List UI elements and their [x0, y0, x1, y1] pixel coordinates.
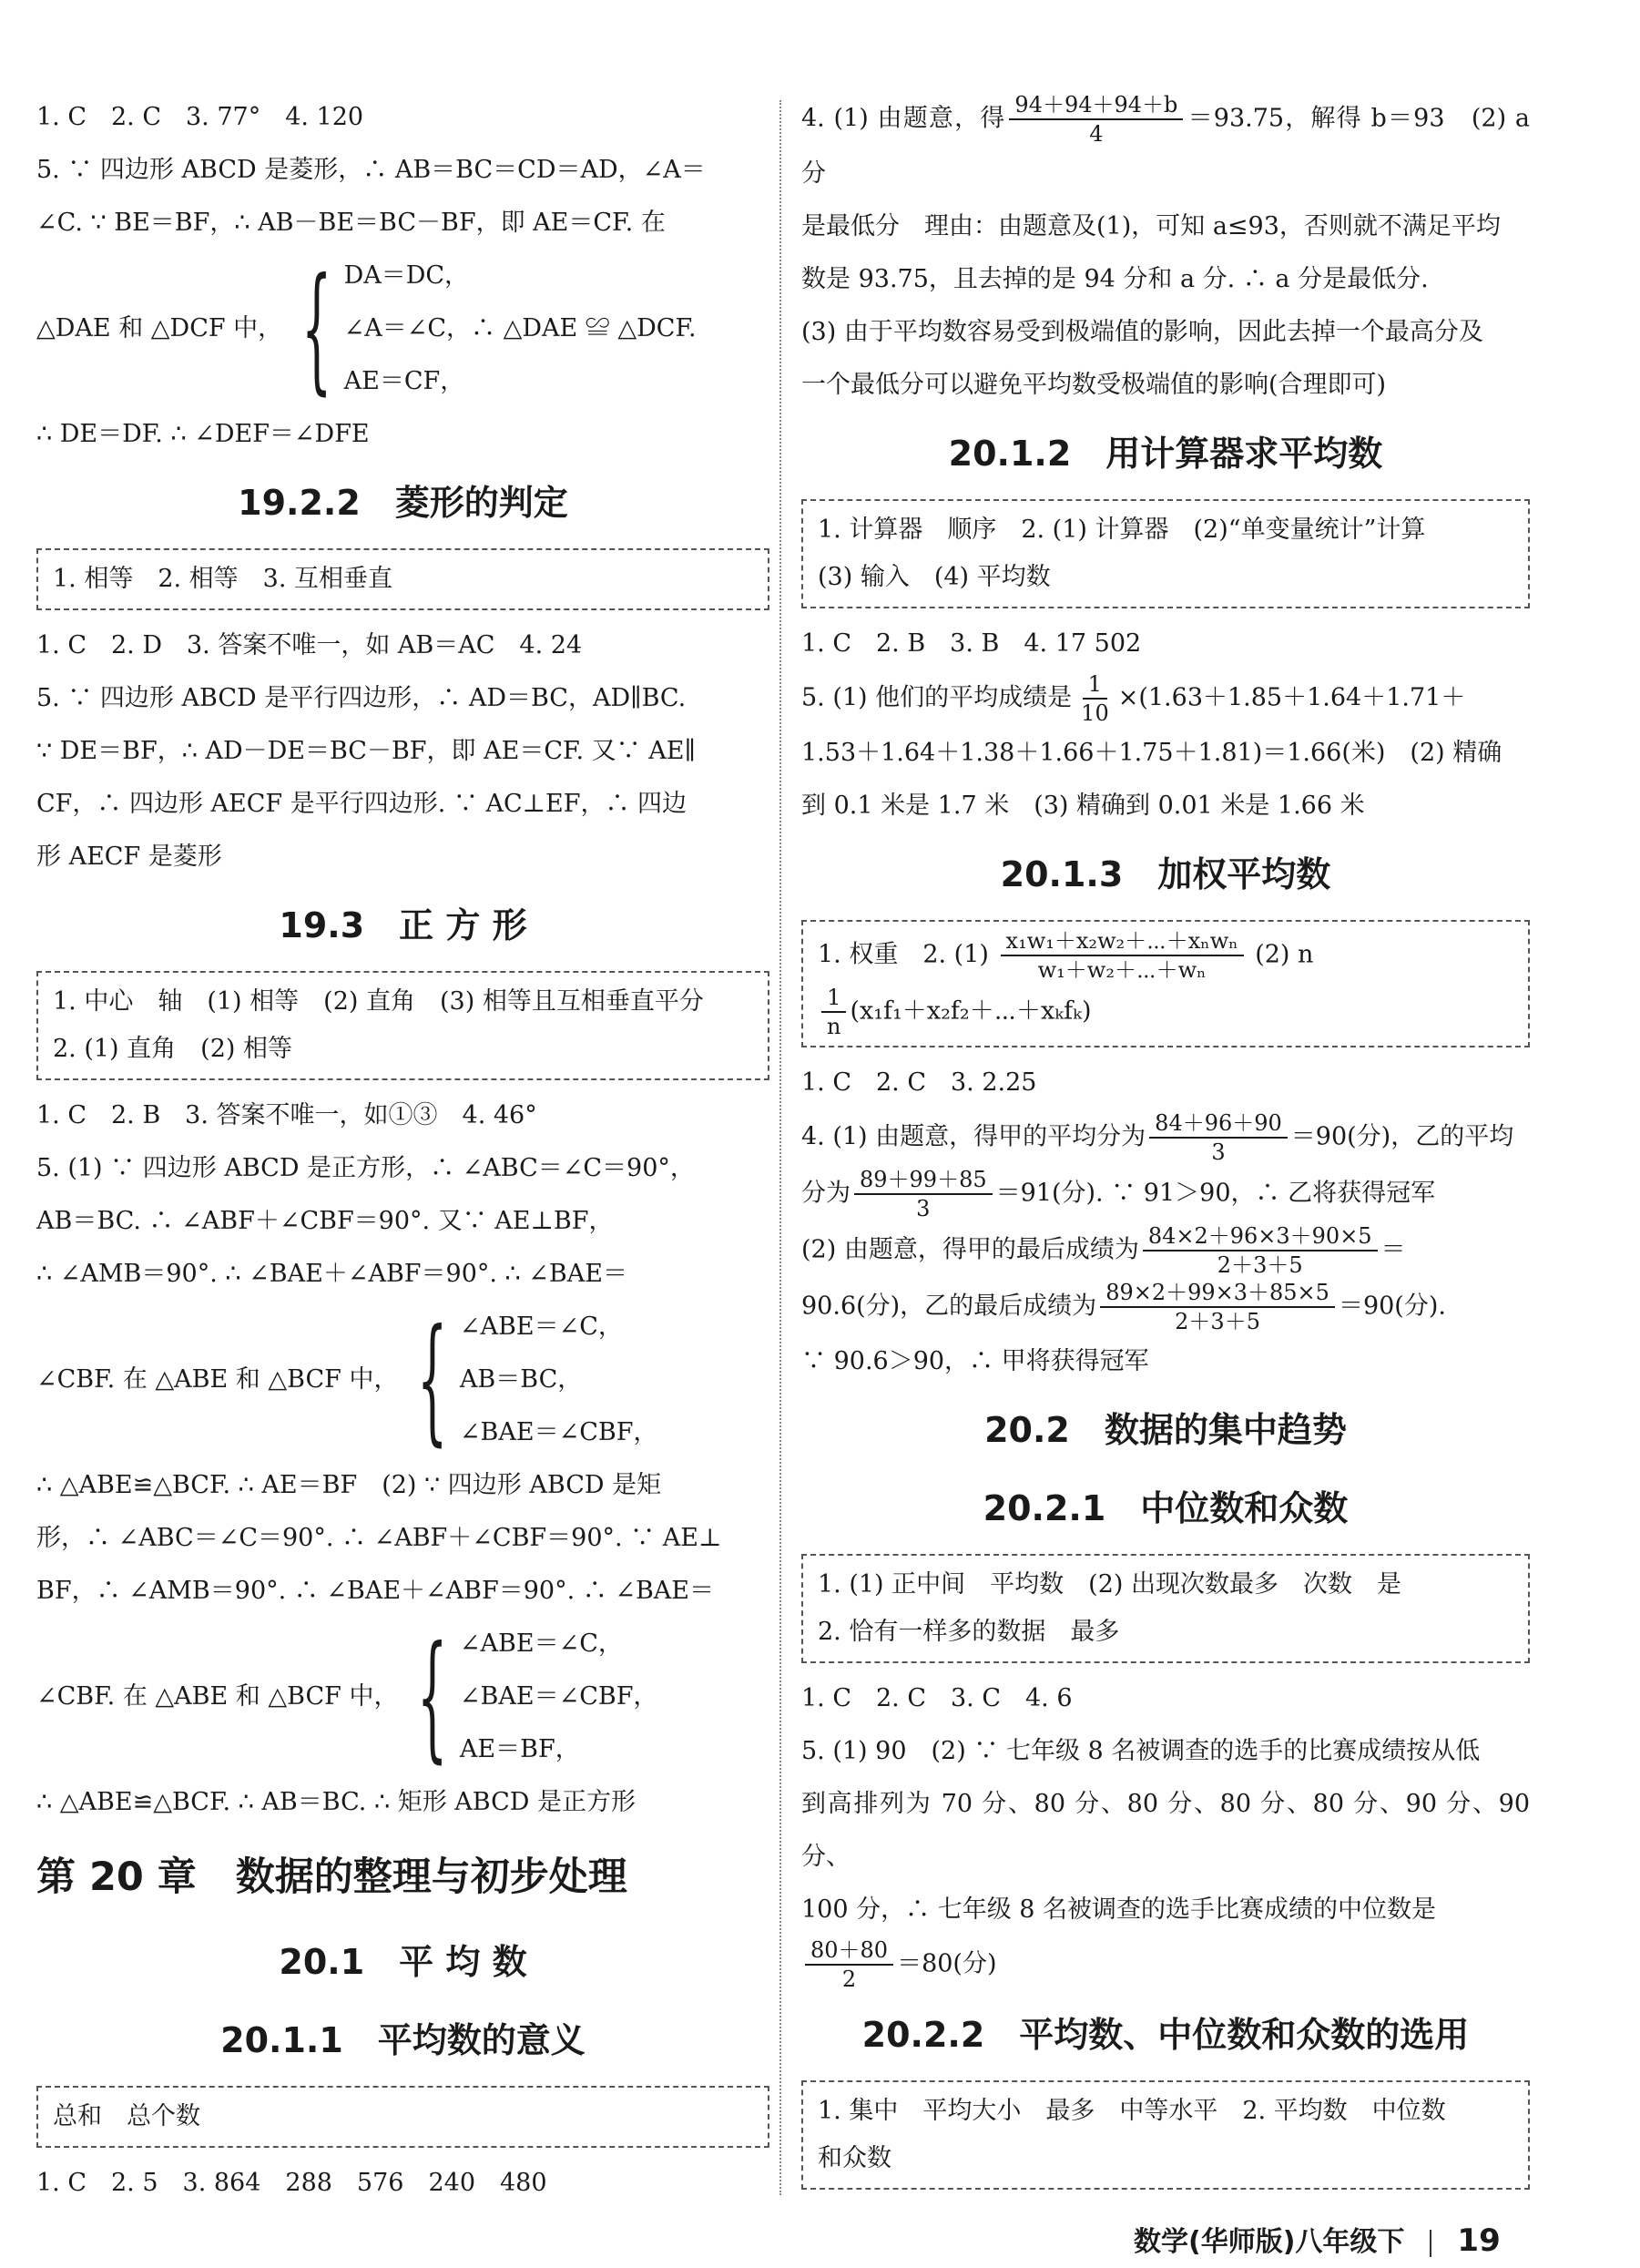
section-heading: 19.3 正 方 形: [279, 905, 527, 945]
answer-line: 1. C 2. B 3. B 4. 17 502: [801, 629, 1142, 658]
answer-line: 形 AECF 是菱形: [36, 843, 222, 871]
key-points-box: [801, 920, 1530, 1047]
left-column: [36, 91, 769, 2210]
system-line: AE＝BF，: [459, 1735, 580, 1763]
section-heading: 20.1 平 均 数: [279, 1942, 527, 1982]
answer-line: 1. C 2. C 3. C 4. 6: [801, 1684, 1073, 1712]
section-heading: 19.2.2 菱形的判定: [238, 483, 568, 523]
answer-line: (3) 由于平均数容易受到极端值的影响，因此去掉一个最高分及: [801, 318, 1483, 346]
answer-line: 1.53＋1.64＋1.38＋1.66＋1.75＋1.81)＝1.66(米) (2) 精确: [801, 739, 1502, 767]
key-points-box: [801, 499, 1530, 608]
denominator: 2＋3＋5: [1217, 1252, 1303, 1278]
system-line: AE＝CF，: [343, 367, 465, 395]
numerator: 84×2＋96×3＋90×5: [1143, 1222, 1378, 1251]
text: ＝93.75，解得 b＝93 (2) a 分: [801, 104, 1530, 188]
answer-line: [801, 91, 1530, 200]
denominator: 3: [916, 1196, 931, 1221]
subsection-heading: 20.1.2 用计算器求平均数: [948, 434, 1383, 474]
fraction: [805, 1936, 893, 1993]
fraction: [1001, 927, 1244, 984]
box-line: 1. 集中 平均大小 最多 中等水平 2. 平均数 中位数: [818, 2097, 1446, 2125]
key-points-box: [801, 2080, 1530, 2190]
box-line: 2. 恰有一样多的数据 最多: [818, 1618, 1120, 1646]
text: 4. (1) 由题意，得甲的平均分为: [801, 1122, 1146, 1151]
denominator: n: [827, 1014, 841, 1039]
numerator: 1: [821, 984, 846, 1013]
answer-line: ∴ ∠AMB＝90°. ∴ ∠BAE＋∠ABF＝90°. ∴ ∠BAE＝: [36, 1260, 627, 1288]
numerator: x₁w₁＋x₂w₂＋⋯＋xₙwₙ: [1001, 927, 1244, 956]
system-line: ∠ABE＝∠C，: [459, 1629, 623, 1658]
denominator: 3: [1211, 1139, 1226, 1165]
key-points-box: [36, 548, 769, 610]
section-heading: 20.2 数据的集中趋势: [984, 1410, 1347, 1450]
column-divider: [779, 100, 781, 2195]
answer-line: 一个最低分可以避免平均数受极端值的影响(合理即可): [801, 371, 1387, 399]
equation-system: [36, 250, 769, 408]
page-footer: [1134, 2219, 1501, 2259]
text: (x₁f₁＋x₂f₂＋⋯＋xₖfₖ): [850, 996, 1092, 1026]
system-line: ∠A＝∠C，∴ △DAE ≌ △DCF.: [343, 314, 697, 342]
text: ×(1.63＋1.85＋1.64＋1.71＋: [1117, 683, 1466, 712]
answer-line: 数是 93.75，且去掉的是 94 分和 a 分. ∴ a 分是最低分.: [801, 265, 1429, 293]
subsection-heading: 20.1.1 平均数的意义: [220, 2020, 586, 2060]
box-line: 1. (1) 正中间 平均数 (2) 出现次数最多 次数 是: [818, 1570, 1401, 1599]
answer-line: [801, 1936, 1530, 1993]
denominator: 4: [1089, 121, 1104, 147]
answer-line: 1. C 2. B 3. 答案不唯一，如①③ 4. 46°: [36, 1101, 537, 1129]
subsection-heading: 20.1.3 加权平均数: [1000, 854, 1331, 894]
box-line: 1. 中心 轴 (1) 相等 (2) 直角 (3) 相等且互相垂直平分: [53, 987, 704, 1016]
brace: {: [417, 1618, 448, 1776]
right-column: [801, 91, 1530, 2199]
answer-line: ∴ DE＝DF. ∴ ∠DEF＝∠DFE: [36, 420, 370, 448]
box-line: 2. (1) 直角 (2) 相等: [53, 1035, 292, 1063]
text: ＝: [1380, 1235, 1406, 1264]
system-line: ∠BAE＝∠CBF，: [459, 1418, 658, 1446]
page-number: 19: [1457, 2222, 1501, 2259]
answer-line: △DAE 和 △DCF 中，: [36, 314, 283, 342]
book-title: 数学(华师版)八年级下: [1134, 2226, 1405, 2258]
system-line: DA＝DC，: [343, 261, 470, 290]
box-line: 总和 总个数: [53, 2102, 200, 2130]
denominator: 2＋3＋5: [1175, 1309, 1260, 1334]
answer-line: 到 0.1 米是 1.7 米 (3) 精确到 0.01 米是 1.66 米: [801, 792, 1365, 820]
text: ＝80(分): [897, 1949, 997, 1978]
text: ＝90(分).: [1338, 1292, 1446, 1321]
numerator: 84＋96＋90: [1149, 1109, 1288, 1139]
box-line: 1. 相等 2. 相等 3. 互相垂直: [53, 565, 393, 593]
system-line: ∠BAE＝∠CBF，: [459, 1682, 658, 1711]
fraction: [854, 1166, 993, 1222]
numerator: 1: [1083, 670, 1107, 700]
subsection-heading: 20.2.2 平均数、中位数和众数的选用: [861, 2015, 1470, 2055]
footer-separator: [1430, 2230, 1431, 2257]
answer-line: 形，∴ ∠ABC＝∠C＝90°. ∴ ∠ABF＋∠CBF＝90°. ∵ AE⊥: [36, 1524, 722, 1552]
answer-line: 5. (1) ∵ 四边形 ABCD 是正方形，∴ ∠ABC＝∠C＝90°，: [36, 1154, 695, 1182]
text: 5. (1) 他们的平均成绩是: [801, 683, 1073, 712]
answer-line: 5. ∵ 四边形 ABCD 是平行四边形，∴ AD＝BC，AD∥BC.: [36, 684, 687, 712]
denominator: w₁＋w₂＋⋯＋wₙ: [1037, 957, 1207, 983]
fraction: [1149, 1109, 1288, 1166]
answer-line: 100 分，∴ 七年级 8 名被调查的选手比赛成绩的中位数是: [801, 1895, 1437, 1924]
answer-line: ∠C. ∵ BE＝BF，∴ AB－BE＝BC－BF，即 AE＝CF. 在: [36, 209, 666, 237]
box-line: [818, 927, 1513, 984]
text: ＝91(分). ∵ 91＞90，∴ 乙将获得冠军: [995, 1179, 1436, 1208]
answer-line: 5. (1) 90 (2) ∵ 七年级 8 名被调查的选手的比赛成绩按从低: [801, 1737, 1481, 1765]
key-points-box: [36, 971, 769, 1080]
answer-line: AB＝BC. ∴ ∠ABF＋∠CBF＝90°. 又∵ AE⊥BF，: [36, 1207, 614, 1235]
numerator: 89×2＋99×3＋85×5: [1100, 1279, 1335, 1308]
answer-line: [801, 670, 1530, 727]
answer-line: 1. C 2. C 3. 2.25: [801, 1068, 1037, 1097]
answer-line: ∵ 90.6＞90，∴ 甲将获得冠军: [801, 1347, 1149, 1375]
box-line: 1. 计算器 顺序 2. (1) 计算器 (2)“单变量统计”计算: [818, 516, 1426, 544]
answer-line: ∴ △ABE≌△BCF. ∴ AB＝BC. ∴ 矩形 ABCD 是正方形: [36, 1788, 637, 1816]
answer-line: 到高排列为 70 分、80 分、80 分、80 分、80 分、90 分、90 分、: [801, 1790, 1530, 1871]
answer-line: [801, 1166, 1530, 1222]
denominator: 2: [841, 1967, 857, 1992]
equation-system: [36, 1301, 769, 1459]
numerator: 80＋80: [805, 1936, 893, 1966]
answer-line: ∵ DE＝BF，∴ AD－DE＝BC－BF，即 AE＝CF. 又∵ AE∥: [36, 737, 696, 765]
box-line: [818, 984, 1513, 1040]
fraction: [821, 984, 846, 1040]
text: (2) n: [1255, 940, 1314, 969]
key-points-box: [36, 2086, 769, 2148]
answer-line: 1. C 2. D 3. 答案不唯一，如 AB＝AC 4. 24: [36, 631, 583, 659]
box-line: (3) 输入 (4) 平均数: [818, 563, 1051, 591]
answer-line: [801, 1222, 1530, 1279]
text: ＝90(分)，乙的平均: [1290, 1122, 1514, 1151]
key-points-box: [801, 1554, 1530, 1663]
answer-line: ∠CBF. 在 △ABE 和 △BCF 中，: [36, 1682, 399, 1711]
fraction: [1075, 670, 1115, 727]
answer-line: [801, 1109, 1530, 1166]
answer-line: 5. ∵ 四边形 ABCD 是菱形，∴ AB＝BC＝CD＝AD，∠A＝: [36, 156, 706, 184]
text: (2) 由题意，得甲的最后成绩为: [801, 1235, 1139, 1264]
fraction: [1143, 1222, 1378, 1279]
text: 90.6(分)，乙的最后成绩为: [801, 1292, 1097, 1321]
numerator: 89＋99＋85: [854, 1166, 993, 1195]
fraction: [1100, 1279, 1335, 1335]
subsection-heading: 20.2.1 中位数和众数: [983, 1488, 1349, 1528]
text: 1. 权重 2. (1): [818, 940, 989, 969]
denominator: 10: [1081, 700, 1109, 726]
answer-line: BF，∴ ∠AMB＝90°. ∴ ∠BAE＋∠ABF＝90°. ∴ ∠BAE＝: [36, 1577, 715, 1605]
fraction: [1009, 91, 1183, 148]
chapter-heading: 第 20 章 数据的整理与初步处理: [36, 1854, 627, 1900]
answer-line: ∴ △ABE≌△BCF. ∴ AE＝BF (2) ∵ 四边形 ABCD 是矩: [36, 1471, 662, 1499]
system-line: ∠ABE＝∠C，: [459, 1313, 623, 1341]
system-line: AB＝BC，: [459, 1365, 583, 1394]
brace: {: [301, 250, 332, 408]
answer-line: 是最低分 理由：由题意及(1)，可知 a≤93，否则就不满足平均: [801, 212, 1501, 240]
answer-line: [801, 1279, 1530, 1335]
numerator: 94＋94＋94＋b: [1009, 91, 1183, 120]
answer-line: 1. C 2. C 3. 77° 4. 120: [36, 103, 364, 131]
brace: {: [417, 1301, 448, 1459]
equation-system: [36, 1618, 769, 1776]
text: 4. (1) 由题意，得: [801, 104, 1006, 133]
answer-line: CF，∴ 四边形 AECF 是平行四边形. ∵ AC⊥EF，∴ 四边: [36, 790, 688, 818]
text: 分为: [801, 1179, 851, 1208]
box-line: 和众数: [818, 2144, 891, 2172]
answer-line: ∠CBF. 在 △ABE 和 △BCF 中，: [36, 1365, 399, 1394]
answer-line: 1. C 2. 5 3. 864 288 576 240 480: [36, 2169, 547, 2197]
